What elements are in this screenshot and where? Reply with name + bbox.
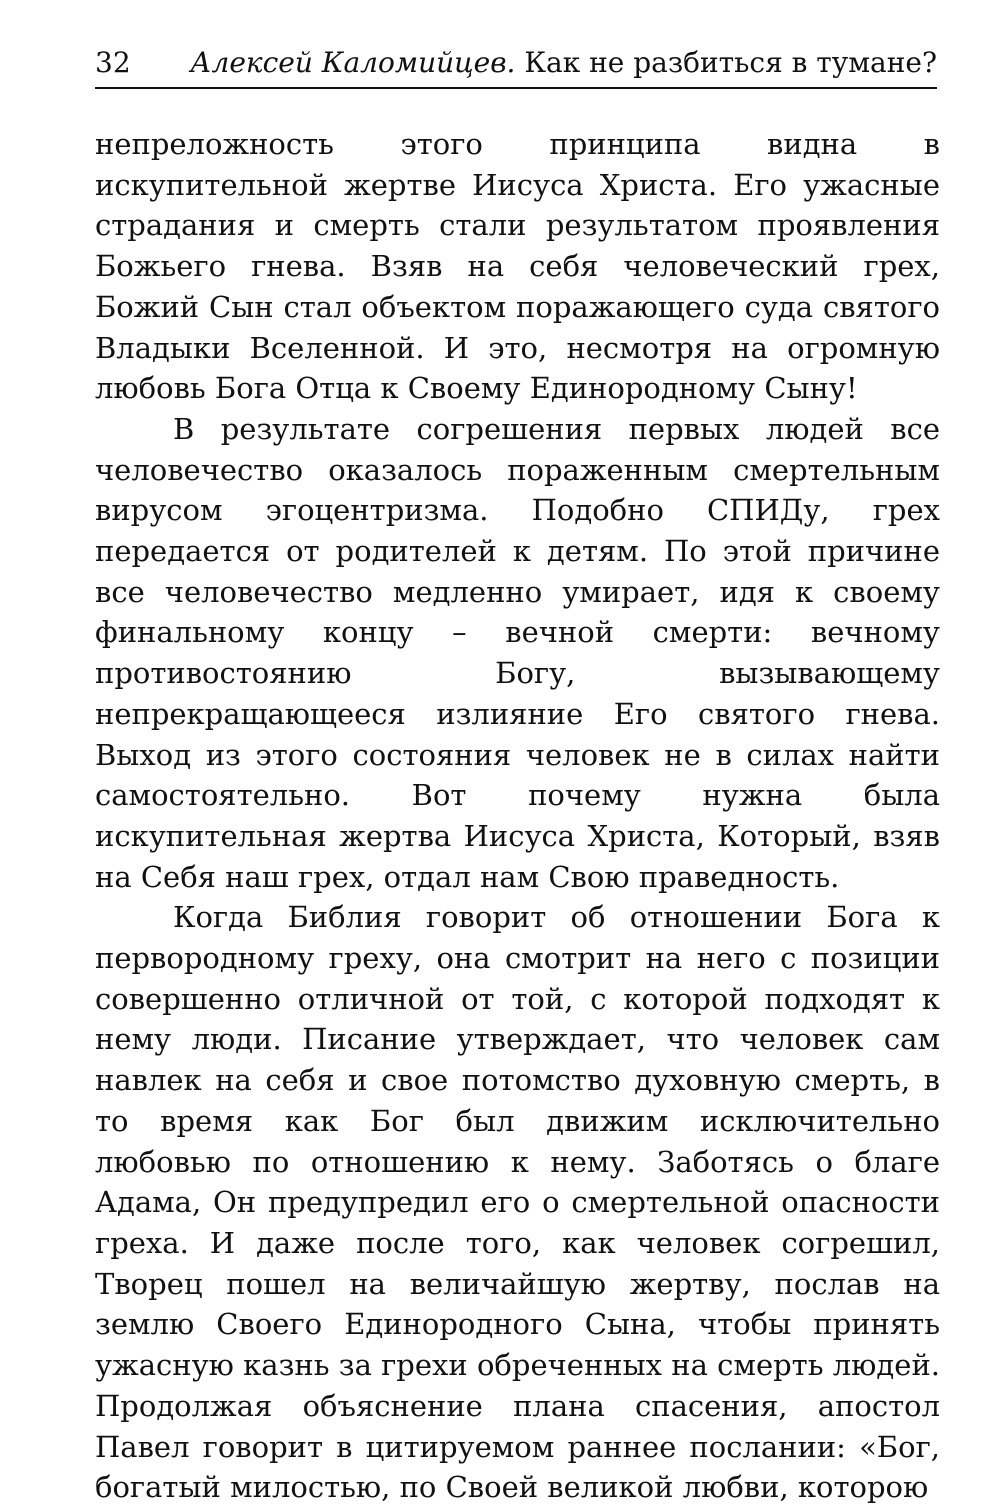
body-text	[95, 124, 940, 1508]
page-number: 32	[95, 46, 131, 79]
paragraph-1: непреложность этого принципа видна в искупительной жертве Иисуса Христа. Его ужасные страдания и смерть стали результатом проявления Божьего гнева. Взяв на себя человеческий грех, Божий Сын стал объектом поражающего суда святого Владыки Вселенной. И это, несмотря на огромную любовь Бога Отца к Своему Единородному Сыну!	[95, 127, 940, 406]
paragraph-2: В результате согрешения первых людей все человечество оказалось пораженным смертельным вирусом эгоцентризма. Подобно СПИДу, грех передается от родителей к детям. По этой причине все человечество медленно умирает, идя к своему финальному концу – вечной смерти: вечному противостоянию Богу, вызывающему непрекращающееся излияние Его святого гнева. Выход из этого состояния человек не в силах найти самостоятельно. Вот почему нужна была искупительная жертва Иисуса Христа, Который, взяв на Себя наш грех, отдал нам Свою праведность.	[95, 411, 940, 894]
paragraph-3: Когда Библия говорит об отношении Бога к первородному греху, она смотрит на него с позиции совершенно отличной от той, с которой подходят к нему люди. Писание утверждает, что человек сам навлек на себя и свое потомство духовную смерть, в то время как Бог был движим исключительно любовью по отношению к нему. Заботясь о благе Адама, Он предупредил его о смертельной опасности греха. И даже после того, как человек согрешил, Творец пошел на величайшую жертву, послав на землю Своего Единородного Сына, чтобы принять ужасную казнь за грехи обреченных на смерть людей. Продолжая объяснение плана спасения, апостол Павел говорит в цитируемом раннее послании: «Бог, богатый милостью, по Своей великой любви, которою	[95, 900, 940, 1505]
page-header	[95, 43, 937, 89]
running-head	[190, 43, 937, 83]
running-head-title: Как не разбиться в тумане?	[524, 46, 937, 79]
running-head-author: Алексей Каломийцев.	[190, 46, 516, 79]
